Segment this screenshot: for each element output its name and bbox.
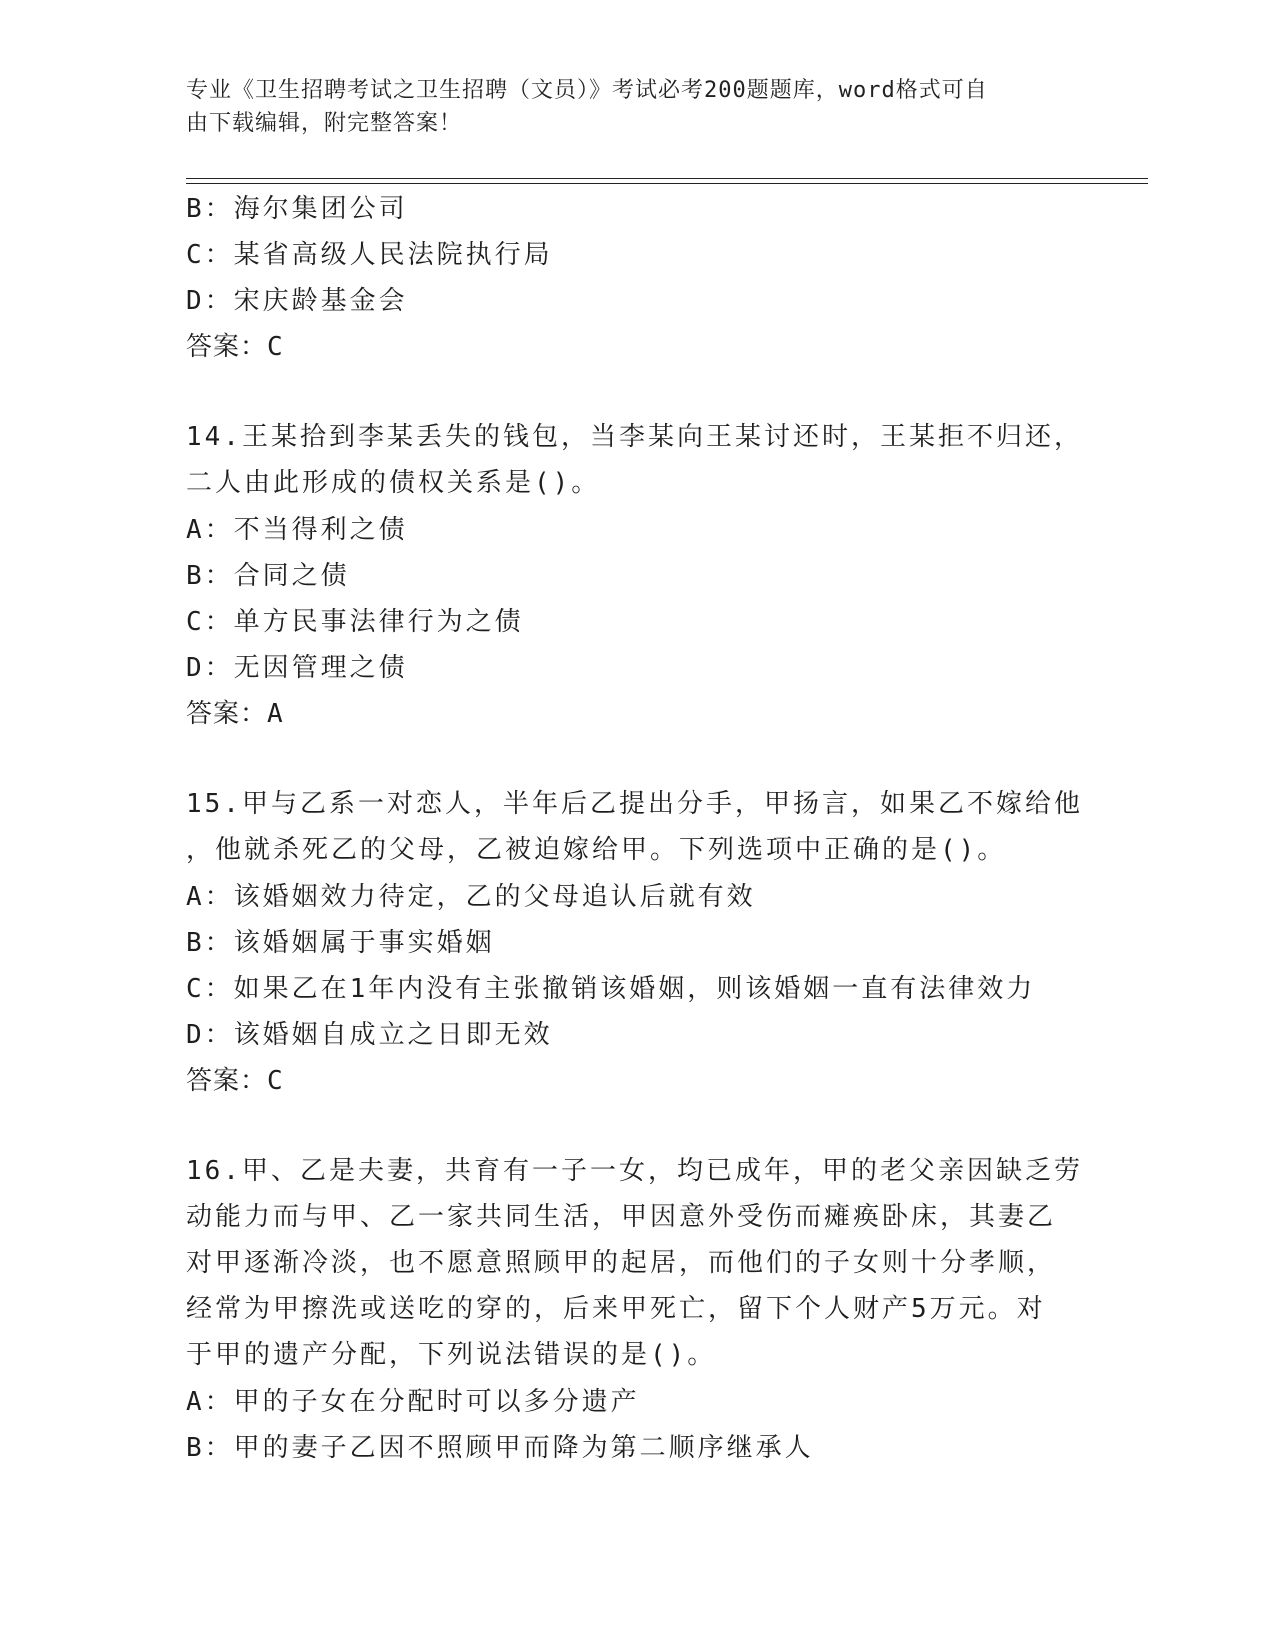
header-line-2: 由下载编辑，附完整答案！ — [186, 111, 463, 136]
document-header — [186, 74, 1066, 140]
header-divider-top — [186, 178, 1148, 179]
spacer — [186, 370, 1086, 415]
header-divider-bottom — [186, 183, 1148, 184]
option-line: C：单方民事法律行为之债 — [186, 607, 524, 637]
answer-value: C — [267, 332, 284, 362]
answer-value: C — [267, 1066, 284, 1096]
answer-value: A — [267, 699, 284, 729]
question-text-line: 动能力而与甲、乙一家共同生活，甲因意外受伤而瘫痪卧床，其妻乙 — [186, 1202, 1057, 1232]
option-line: A：不当得利之债 — [186, 515, 408, 545]
option-line: D：无因管理之债 — [186, 653, 408, 683]
question-text-line: 二人由此形成的债权关系是()。 — [186, 468, 601, 498]
answer-label: 答案： — [186, 1066, 268, 1096]
answer-label: 答案： — [186, 699, 268, 729]
header-line-1: 专业《卫生招聘考试之卫生招聘（文员）》考试必考200题题库，word格式可自 — [186, 78, 988, 103]
question-16 — [186, 1149, 1086, 1471]
option-line: D：宋庆龄基金会 — [186, 286, 408, 316]
option-line: B：海尔集团公司 — [186, 194, 408, 224]
option-line: C：如果乙在1年内没有主张撤销该婚姻，则该婚姻一直有法律效力 — [186, 974, 1036, 1004]
question-text-line: ，他就杀死乙的父母，乙被迫嫁给甲。下列选项中正确的是()。 — [186, 835, 1007, 865]
question-content — [186, 186, 1086, 1471]
answer-line — [186, 1058, 1086, 1104]
spacer — [186, 737, 1086, 782]
question-13-tail — [186, 186, 1086, 370]
question-text-line: 对甲逐渐冷淡，也不愿意照顾甲的起居，而他们的子女则十分孝顺， — [186, 1248, 1057, 1278]
question-text-line: 15.甲与乙系一对恋人，半年后乙提出分手，甲扬言，如果乙不嫁给他 — [186, 789, 1083, 819]
question-text-line: 16.甲、乙是夫妻，共育有一子一女，均已成年，甲的老父亲因缺乏劳 — [186, 1156, 1083, 1186]
option-line: B：甲的妻子乙因不照顾甲而降为第二顺序继承人 — [186, 1433, 814, 1463]
answer-label: 答案： — [186, 332, 268, 362]
option-line: A：甲的子女在分配时可以多分遗产 — [186, 1387, 640, 1417]
question-text-line: 经常为甲擦洗或送吃的穿的，后来甲死亡，留下个人财产5万元。对 — [186, 1294, 1046, 1324]
option-line: C：某省高级人民法院执行局 — [186, 240, 553, 270]
option-line: A：该婚姻效力待定，乙的父母追认后就有效 — [186, 882, 756, 912]
option-line: B：合同之债 — [186, 561, 350, 591]
spacer — [186, 1104, 1086, 1149]
question-14 — [186, 415, 1086, 737]
answer-line — [186, 324, 1086, 370]
option-line: D：该婚姻自成立之日即无效 — [186, 1020, 553, 1050]
option-line: B：该婚姻属于事实婚姻 — [186, 928, 495, 958]
answer-line — [186, 691, 1086, 737]
question-15 — [186, 782, 1086, 1104]
question-text-line: 14.王某拾到李某丢失的钱包，当李某向王某讨还时，王某拒不归还， — [186, 422, 1083, 452]
question-text-line: 于甲的遗产分配，下列说法错误的是()。 — [186, 1340, 717, 1370]
